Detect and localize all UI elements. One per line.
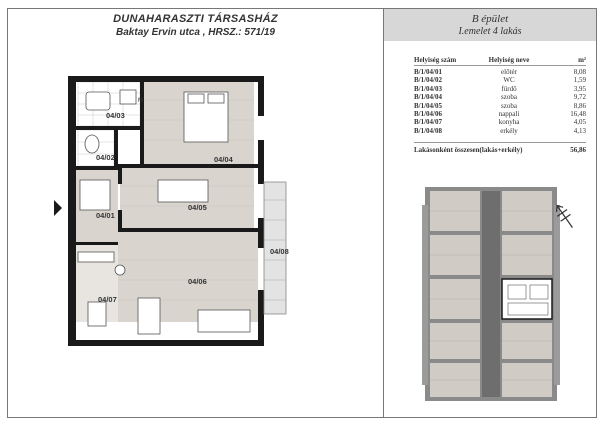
room-name: fürdő — [501, 84, 517, 93]
dining-table — [138, 298, 160, 334]
label-04-02: 04/02 — [96, 153, 115, 162]
label-04-01: 04/01 — [96, 211, 115, 220]
building-header — [384, 9, 596, 41]
label-04-04: 04/04 — [214, 155, 233, 164]
wall-bottom — [68, 340, 264, 346]
north-arrow-icon — [548, 200, 582, 234]
table-row — [414, 76, 586, 84]
col-header-number: Helyiség szám — [414, 56, 457, 64]
label-04-07: 04/07 — [98, 295, 117, 304]
washbasin — [120, 90, 136, 104]
room-number: B/1/04/06 — [414, 110, 443, 119]
label-04-06: 04/06 — [188, 277, 207, 286]
entrance-arrow — [54, 200, 62, 216]
room-name: WC — [503, 76, 515, 85]
sheet-divider — [383, 8, 384, 418]
col-header-name: Helyiség neve — [488, 56, 530, 64]
room-area: 3,95 — [573, 84, 586, 93]
room-area: 8,08 — [573, 68, 586, 76]
room-number: B/1/04/05 — [414, 101, 443, 110]
floor-overview-drawing — [420, 185, 560, 407]
sofa — [198, 310, 250, 332]
table-row — [414, 102, 586, 110]
project-address: Baktay Ervin utca , HRSZ.: 571/19 — [116, 27, 275, 38]
project-title: DUNAHARASZTI TÁRSASHÁZ — [113, 13, 278, 25]
label-meter: M — [138, 98, 143, 104]
floor-overview — [420, 185, 560, 412]
label-04-05: 04/05 — [188, 203, 207, 212]
total-value: 56,86 — [570, 146, 586, 155]
room-number: B/1/04/03 — [414, 84, 443, 93]
col-header-area: m² — [578, 56, 586, 64]
room-area: 8,86 — [573, 101, 586, 110]
floor-plan — [48, 70, 300, 360]
table-row — [414, 68, 586, 76]
room-area: 1,59 — [573, 76, 586, 85]
room-number: B/1/04/01 — [414, 68, 443, 76]
wall-top — [68, 76, 264, 82]
room-name: konyha — [498, 118, 520, 127]
kitchen-counter — [78, 252, 114, 262]
room-number: B/1/04/02 — [414, 76, 443, 85]
table-row — [414, 85, 586, 93]
label-04-03: 04/03 — [106, 111, 125, 120]
room-number: B/1/04/04 — [414, 93, 443, 102]
bed-small — [158, 180, 208, 202]
toilet — [85, 135, 99, 153]
floor-label: I.emelet 4 lakás — [458, 26, 522, 37]
project-header — [8, 9, 383, 41]
room-name: előtér — [501, 68, 517, 76]
room-area: 4,05 — [573, 118, 586, 127]
total-label: Lakásonként összesen(lakás+erkély) — [414, 146, 523, 155]
wall-left — [68, 76, 76, 346]
table-row — [414, 110, 586, 118]
rooms-table — [414, 56, 586, 154]
room-area: 4,13 — [573, 126, 586, 135]
bathtub — [86, 92, 110, 110]
room-name: nappali — [498, 110, 520, 119]
room-name: szoba — [501, 101, 517, 110]
room-name: szoba — [501, 93, 517, 102]
table-row — [414, 93, 586, 101]
table-row — [414, 127, 586, 135]
room-area: 16,48 — [570, 110, 586, 119]
north-arrow — [548, 200, 582, 239]
table-row — [414, 118, 586, 126]
total-row — [414, 142, 586, 154]
corridor — [482, 191, 500, 397]
room-area: 9,72 — [573, 93, 586, 102]
room-number: B/1/04/08 — [414, 126, 443, 135]
room-name: erkély — [500, 126, 518, 135]
rooms-table-header — [414, 56, 586, 66]
building-name: B épület — [471, 13, 509, 25]
label-04-08: 04/08 — [270, 247, 289, 256]
floor-plan-drawing — [48, 70, 300, 355]
room-number: B/1/04/07 — [414, 118, 443, 127]
